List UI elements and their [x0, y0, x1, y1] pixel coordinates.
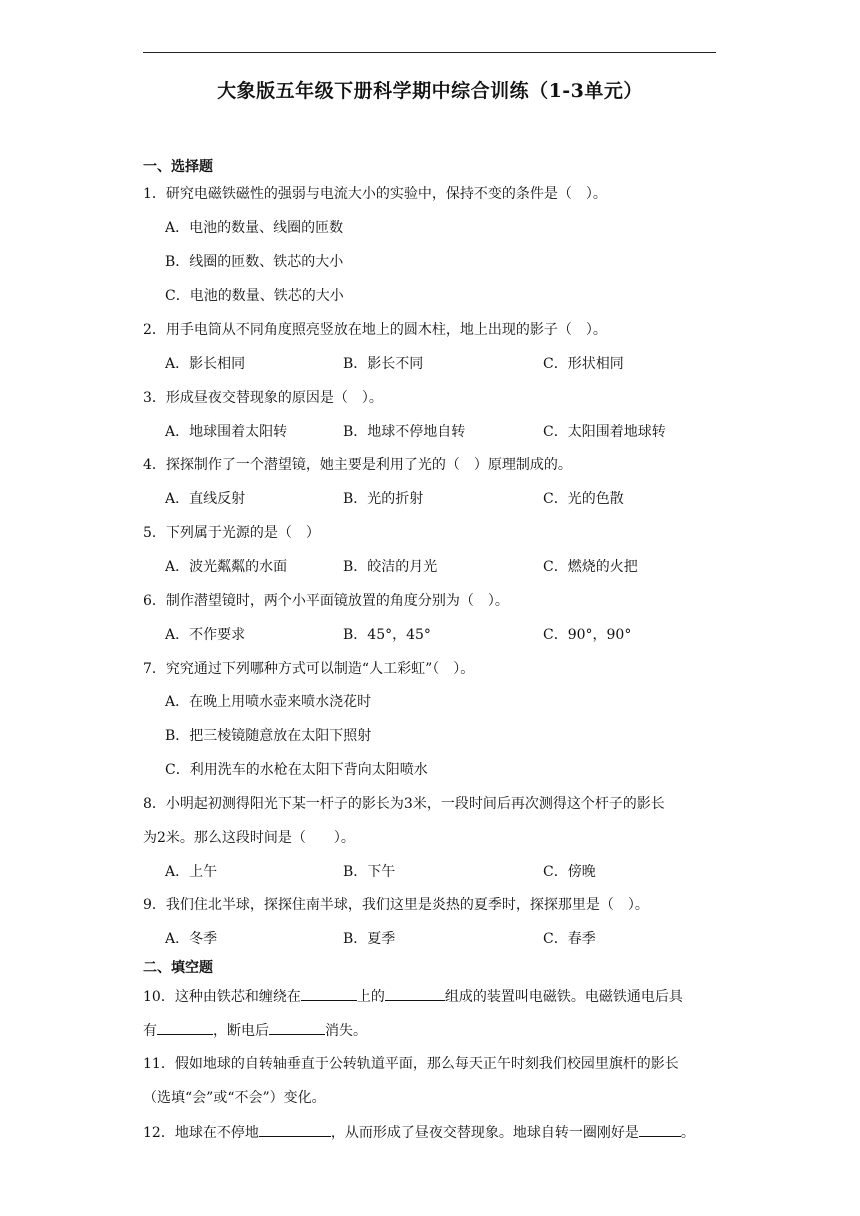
q10-blank-3[interactable]	[157, 1020, 213, 1035]
q5-option-a: A．波光粼粼的水面	[165, 559, 288, 575]
q10-blank-1[interactable]	[301, 986, 357, 1001]
q2-option-c: C．形状相同	[543, 356, 624, 372]
q4-option-c: C．光的色散	[543, 491, 624, 507]
q10-blank-4[interactable]	[269, 1020, 325, 1035]
question-2: 2．用手电筒从不同角度照亮竖放在地上的圆木柱，地上出现的影子（ ）。	[143, 322, 607, 338]
q9-option-a: A．冬季	[165, 931, 218, 947]
question-7: 7．究究通过下列哪种方式可以制造“人工彩虹”（ ）。	[143, 661, 475, 677]
q1-option-b: B．线圈的匝数、铁芯的大小	[165, 254, 344, 270]
q12-text-1: 12．地球在不停地	[143, 1125, 259, 1141]
question-3: 3．形成昼夜交替现象的原因是（ ）。	[143, 390, 383, 406]
question-4: 4．探探制作了一个潜望镜，她主要是利用了光的（ ）原理制成的。	[143, 457, 572, 473]
question-10-continued	[143, 1020, 367, 1041]
q1-option-c: C．电池的数量、铁芯的大小	[165, 288, 344, 304]
q12-blank-1[interactable]	[259, 1122, 331, 1137]
q1-option-a: A．电池的数量、线圈的匝数	[165, 220, 344, 236]
question-9: 9．我们住北半球，探探住南半球，我们这里是炎热的夏季时，探探那里是（ ）。	[143, 897, 649, 913]
page-title: 大象版五年级下册科学期中综合训练（1-3单元）	[217, 80, 643, 102]
q6-option-b: B．45°，45°	[343, 627, 431, 643]
q3-option-c: C．太阳围着地球转	[543, 424, 666, 440]
question-1: 1．研究电磁铁磁性的强弱与电流大小的实验中，保持不变的条件是（ ）。	[143, 186, 607, 202]
q3-option-b: B．地球不停地自转	[343, 424, 466, 440]
question-8: 8．小明起初测得阳光下某一杆子的影长为3米，一段时间后再次测得这个杆子的影长	[143, 796, 665, 812]
section-heading-choice: 一、选择题	[143, 159, 213, 175]
question-12	[143, 1122, 695, 1143]
q10-text-1: 10．这种由铁芯和缠绕在	[143, 989, 301, 1005]
q5-option-c: C．燃烧的火把	[543, 559, 638, 575]
q10-text-6: 消失。	[325, 1023, 367, 1039]
question-11: 11．假如地球的自转轴垂直于公转轨道平面，那么每天正午时刻我们校园里旗杆的影长	[143, 1056, 679, 1072]
q10-text-3: 组成的装置叫电磁铁。电磁铁通电后具	[444, 989, 683, 1005]
q7-option-b: B．把三棱镜随意放在太阳下照射	[165, 728, 372, 744]
q8-option-c: C．傍晚	[543, 864, 596, 880]
q4-option-a: A．直线反射	[165, 491, 246, 507]
q12-text-2: ，从而形成了昼夜交替现象。地球自转一圈刚好是	[330, 1125, 639, 1141]
question-11-continued: （选填“会”或“不会”）变化。	[143, 1090, 326, 1106]
q8-option-a: A．上午	[165, 864, 218, 880]
q7-option-a: A．在晚上用喷水壶来喷水浇花时	[165, 694, 372, 710]
q10-blank-2[interactable]	[385, 986, 445, 1001]
q6-option-a: A．不作要求	[165, 627, 246, 643]
q7-option-c: C．利用洗车的水枪在太阳下背向太阳喷水	[165, 762, 428, 778]
q12-blank-2[interactable]	[639, 1122, 681, 1137]
q8-option-b: B．下午	[343, 864, 396, 880]
q12-text-3: 。	[680, 1125, 695, 1141]
q9-option-b: B．夏季	[343, 931, 396, 947]
section-heading-fill: 二、填空题	[143, 960, 213, 976]
q3-option-a: A．地球围着太阳转	[165, 424, 288, 440]
q2-option-b: B．影长不同	[343, 356, 424, 372]
question-10	[143, 986, 683, 1007]
q2-option-a: A．影长相同	[165, 356, 246, 372]
header-rule	[143, 52, 716, 53]
q9-option-c: C．春季	[543, 931, 596, 947]
q10-text-2: 上的	[356, 989, 385, 1005]
question-6: 6．制作潜望镜时，两个小平面镜放置的角度分别为（ ）。	[143, 593, 509, 609]
q4-option-b: B．光的折射	[343, 491, 424, 507]
q5-option-b: B．皎洁的月光	[343, 559, 438, 575]
q6-option-c: C．90°，90°	[543, 627, 632, 643]
q10-text-5: ，断电后	[213, 1023, 269, 1039]
q10-text-4: 有	[143, 1023, 157, 1039]
question-8-continued: 为2米。那么这段时间是（ ）。	[143, 830, 355, 846]
question-5: 5．下列属于光源的是（ ）	[143, 525, 320, 541]
